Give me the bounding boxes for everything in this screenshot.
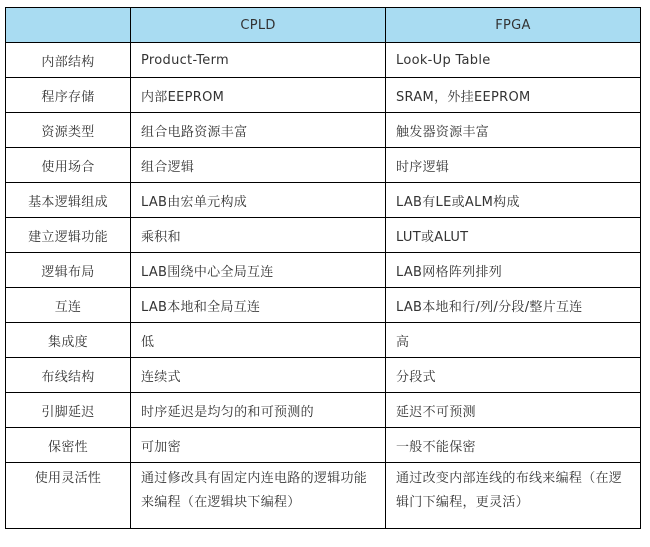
row-label: 基本逻辑组成 bbox=[6, 183, 131, 218]
cpld-cell: 低 bbox=[131, 323, 386, 358]
cpld-cell: 可加密 bbox=[131, 428, 386, 463]
cpld-cell: LAB由宏单元构成 bbox=[131, 183, 386, 218]
cpld-cell: 组合电路资源丰富 bbox=[131, 113, 386, 148]
fpga-cell: 延迟不可预测 bbox=[386, 393, 641, 428]
row-label: 建立逻辑功能 bbox=[6, 218, 131, 253]
row-label: 逻辑布局 bbox=[6, 253, 131, 288]
row-label: 使用场合 bbox=[6, 148, 131, 183]
cpld-cell: 内部EEPROM bbox=[131, 78, 386, 113]
row-label: 保密性 bbox=[6, 428, 131, 463]
row-label: 使用灵活性 bbox=[6, 463, 131, 529]
row-label: 引脚延迟 bbox=[6, 393, 131, 428]
row-label: 互连 bbox=[6, 288, 131, 323]
table-row bbox=[6, 288, 641, 323]
table-row bbox=[6, 253, 641, 288]
fpga-cell: LAB网格阵列排列 bbox=[386, 253, 641, 288]
fpga-cell: 触发器资源丰富 bbox=[386, 113, 641, 148]
table-row bbox=[6, 463, 641, 529]
cpld-cell: LAB围绕中心全局互连 bbox=[131, 253, 386, 288]
fpga-cell: SRAM，外挂EEPROM bbox=[386, 78, 641, 113]
fpga-cell: 时序逻辑 bbox=[386, 148, 641, 183]
table-row bbox=[6, 323, 641, 358]
header-cell-fpga: FPGA bbox=[386, 8, 641, 43]
row-label: 资源类型 bbox=[6, 113, 131, 148]
table-header-row bbox=[6, 8, 641, 43]
table-row bbox=[6, 113, 641, 148]
header-cell-label bbox=[6, 8, 131, 43]
table-row bbox=[6, 78, 641, 113]
table-row bbox=[6, 358, 641, 393]
table-row bbox=[6, 393, 641, 428]
cpld-cell: LAB本地和全局互连 bbox=[131, 288, 386, 323]
cpld-cell: 乘积和 bbox=[131, 218, 386, 253]
fpga-cell: 高 bbox=[386, 323, 641, 358]
table-row bbox=[6, 183, 641, 218]
row-label: 程序存储 bbox=[6, 78, 131, 113]
row-label: 集成度 bbox=[6, 323, 131, 358]
fpga-cell: 一般不能保密 bbox=[386, 428, 641, 463]
table-row bbox=[6, 218, 641, 253]
cpld-cell: 组合逻辑 bbox=[131, 148, 386, 183]
fpga-cell: LAB有LE或ALM构成 bbox=[386, 183, 641, 218]
table-row bbox=[6, 428, 641, 463]
fpga-cell: LUT或ALUT bbox=[386, 218, 641, 253]
fpga-cell: LAB本地和行/列/分段/整片互连 bbox=[386, 288, 641, 323]
row-label: 布线结构 bbox=[6, 358, 131, 393]
cpld-fpga-comparison-table bbox=[5, 7, 641, 529]
row-label: 内部结构 bbox=[6, 43, 131, 78]
table-row bbox=[6, 43, 641, 78]
header-cell-cpld: CPLD bbox=[131, 8, 386, 43]
cpld-cell: 时序延迟是均匀的和可预测的 bbox=[131, 393, 386, 428]
fpga-cell: 分段式 bbox=[386, 358, 641, 393]
fpga-cell: 通过改变内部连线的布线来编程（在逻辑门下编程，更灵活） bbox=[386, 463, 641, 529]
fpga-cell: Look-Up Table bbox=[386, 43, 641, 78]
cpld-cell: 通过修改具有固定内连电路的逻辑功能来编程（在逻辑块下编程） bbox=[131, 463, 386, 529]
cpld-cell: Product-Term bbox=[131, 43, 386, 78]
cpld-cell: 连续式 bbox=[131, 358, 386, 393]
table-row bbox=[6, 148, 641, 183]
